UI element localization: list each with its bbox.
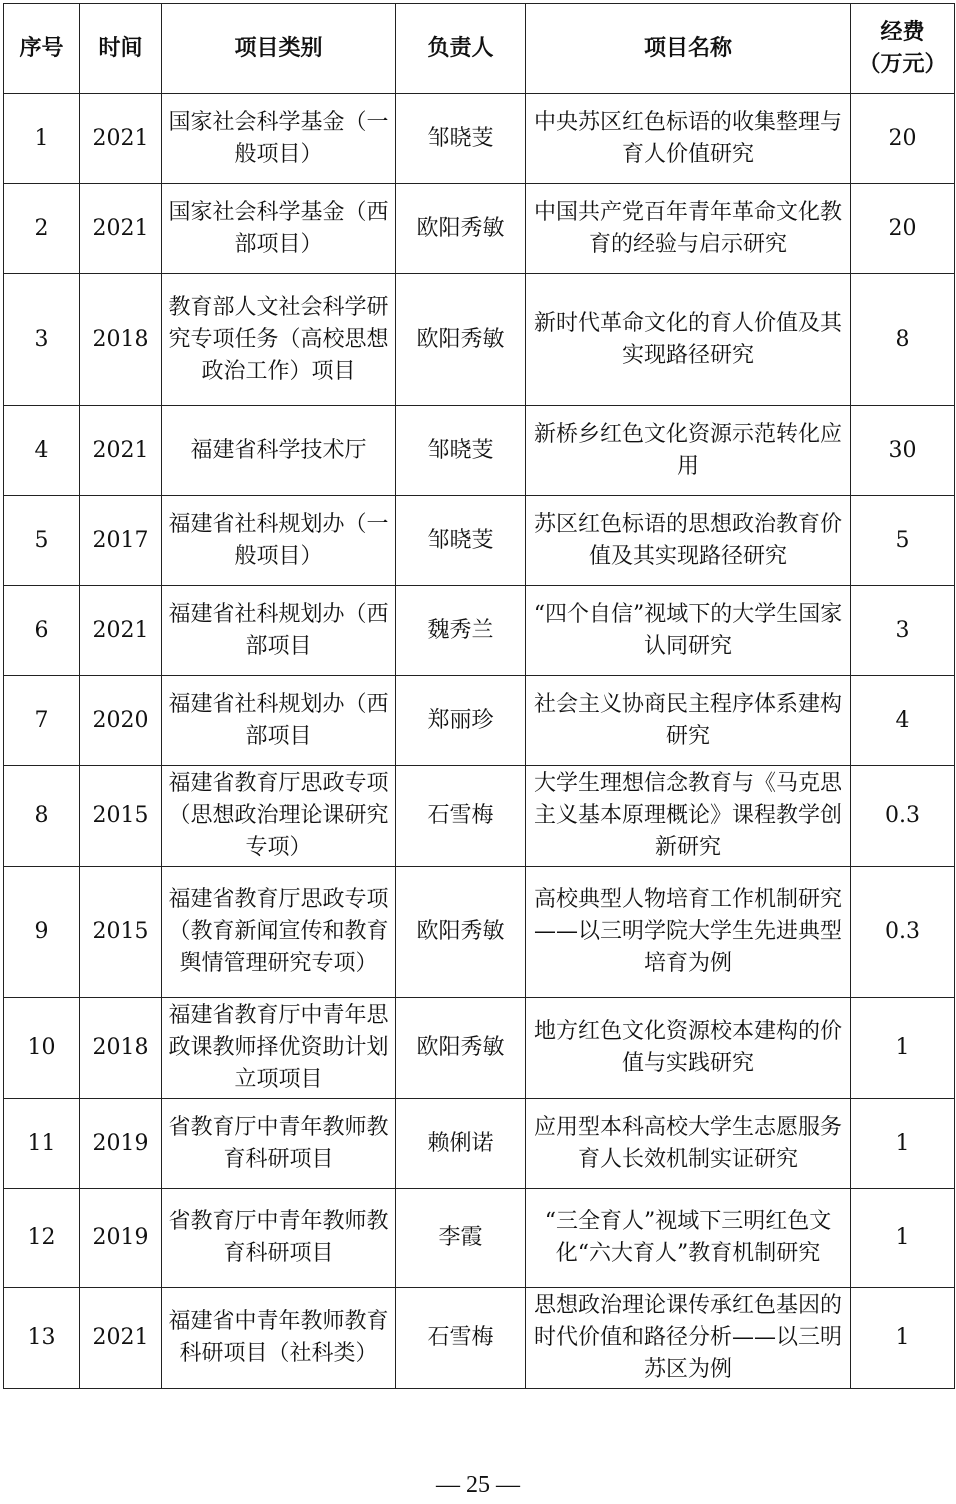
- table-row: [4, 1099, 955, 1189]
- table-row: [4, 496, 955, 586]
- cell-category: 福建省中青年教师教育科研项目（社科类）: [162, 1288, 396, 1389]
- cell-funding: 1: [851, 1288, 955, 1389]
- cell-index: 7: [4, 676, 80, 766]
- cell-category: 福建省社科规划办（西部项目: [162, 586, 396, 676]
- cell-index: 8: [4, 766, 80, 867]
- cell-category: 国家社会科学基金（一般项目）: [162, 94, 396, 184]
- cell-year: 2017: [80, 496, 162, 586]
- cell-funding: 0.3: [851, 766, 955, 867]
- cell-year: 2018: [80, 274, 162, 406]
- cell-funding: 5: [851, 496, 955, 586]
- header-name: 项目名称: [526, 4, 851, 94]
- cell-leader: 欧阳秀敏: [396, 184, 526, 274]
- table-row: [4, 406, 955, 496]
- cell-year: 2020: [80, 676, 162, 766]
- cell-leader: 欧阳秀敏: [396, 867, 526, 998]
- cell-funding: 20: [851, 94, 955, 184]
- table-header-row: [4, 4, 955, 94]
- table-row: [4, 94, 955, 184]
- cell-index: 4: [4, 406, 80, 496]
- table-row: [4, 274, 955, 406]
- table-row: [4, 766, 955, 867]
- cell-leader: 欧阳秀敏: [396, 998, 526, 1099]
- cell-leader: 魏秀兰: [396, 586, 526, 676]
- cell-index: 13: [4, 1288, 80, 1389]
- header-funding: [851, 4, 955, 94]
- cell-funding: 3: [851, 586, 955, 676]
- cell-year: 2019: [80, 1099, 162, 1189]
- cell-index: 5: [4, 496, 80, 586]
- cell-category: 福建省教育厅思政专项（思想政治理论课研究专项）: [162, 766, 396, 867]
- cell-funding: 30: [851, 406, 955, 496]
- cell-index: 11: [4, 1099, 80, 1189]
- cell-leader: 石雪梅: [396, 766, 526, 867]
- cell-year: 2021: [80, 94, 162, 184]
- cell-leader: 邹晓芰: [396, 94, 526, 184]
- cell-name: 应用型本科高校大学生志愿服务育人长效机制实证研究: [526, 1099, 851, 1189]
- header-funding-unit: （万元）: [858, 51, 947, 77]
- page-number: — 25 —: [436, 1472, 520, 1498]
- cell-name: 社会主义协商民主程序体系建构研究: [526, 676, 851, 766]
- header-year: 时间: [80, 4, 162, 94]
- table-row: [4, 867, 955, 998]
- table-row: [4, 676, 955, 766]
- cell-funding: 0.3: [851, 867, 955, 998]
- cell-funding: 20: [851, 184, 955, 274]
- cell-category: 国家社会科学基金（西部项目）: [162, 184, 396, 274]
- cell-year: 2018: [80, 998, 162, 1099]
- cell-index: 12: [4, 1189, 80, 1288]
- table-row: [4, 184, 955, 274]
- cell-name: 大学生理想信念教育与《马克思主义基本原理概论》课程教学创新研究: [526, 766, 851, 867]
- table-row: [4, 1288, 955, 1389]
- cell-name: 苏区红色标语的思想政治教育价值及其实现路径研究: [526, 496, 851, 586]
- cell-year: 2015: [80, 867, 162, 998]
- cell-leader: 邹晓芰: [396, 496, 526, 586]
- cell-year: 2019: [80, 1189, 162, 1288]
- header-leader: 负责人: [396, 4, 526, 94]
- header-index: 序号: [4, 4, 80, 94]
- cell-name: “三全育人”视域下三明红色文化“六大育人”教育机制研究: [526, 1189, 851, 1288]
- cell-index: 3: [4, 274, 80, 406]
- cell-funding: 1: [851, 1099, 955, 1189]
- table-row: [4, 586, 955, 676]
- header-category: 项目类别: [162, 4, 396, 94]
- cell-name: 高校典型人物培育工作机制研究——以三明学院大学生先进典型培育为例: [526, 867, 851, 998]
- header-funding-label: 经费: [880, 19, 925, 45]
- cell-leader: 欧阳秀敏: [396, 274, 526, 406]
- cell-category: 福建省教育厅中青年思政课教师择优资助计划立项项目: [162, 998, 396, 1099]
- table-row: [4, 998, 955, 1099]
- cell-category: 福建省社科规划办（西部项目: [162, 676, 396, 766]
- projects-table: [3, 3, 955, 1389]
- cell-index: 6: [4, 586, 80, 676]
- cell-name: 新桥乡红色文化资源示范转化应用: [526, 406, 851, 496]
- cell-index: 10: [4, 998, 80, 1099]
- cell-year: 2021: [80, 184, 162, 274]
- cell-leader: 郑丽珍: [396, 676, 526, 766]
- cell-index: 2: [4, 184, 80, 274]
- cell-funding: 4: [851, 676, 955, 766]
- cell-category: 省教育厅中青年教师教育科研项目: [162, 1099, 396, 1189]
- cell-name: 地方红色文化资源校本建构的价值与实践研究: [526, 998, 851, 1099]
- cell-leader: 邹晓芰: [396, 406, 526, 496]
- cell-leader: 石雪梅: [396, 1288, 526, 1389]
- cell-name: 中国共产党百年青年革命文化教育的经验与启示研究: [526, 184, 851, 274]
- cell-funding: 1: [851, 998, 955, 1099]
- cell-index: 1: [4, 94, 80, 184]
- cell-leader: 李霞: [396, 1189, 526, 1288]
- cell-category: 福建省教育厅思政专项（教育新闻宣传和教育舆情管理研究专项）: [162, 867, 396, 998]
- cell-category: 省教育厅中青年教师教育科研项目: [162, 1189, 396, 1288]
- cell-funding: 1: [851, 1189, 955, 1288]
- cell-leader: 赖俐诺: [396, 1099, 526, 1189]
- cell-funding: 8: [851, 274, 955, 406]
- cell-name: 中央苏区红色标语的收集整理与育人价值研究: [526, 94, 851, 184]
- table-row: [4, 1189, 955, 1288]
- cell-name: 新时代革命文化的育人价值及其实现路径研究: [526, 274, 851, 406]
- cell-index: 9: [4, 867, 80, 998]
- cell-year: 2021: [80, 1288, 162, 1389]
- table-body: [4, 94, 955, 1389]
- cell-year: 2015: [80, 766, 162, 867]
- cell-name: “四个自信”视域下的大学生国家认同研究: [526, 586, 851, 676]
- cell-year: 2021: [80, 406, 162, 496]
- cell-category: 福建省社科规划办（一般项目）: [162, 496, 396, 586]
- cell-year: 2021: [80, 586, 162, 676]
- cell-name: 思想政治理论课传承红色基因的时代价值和路径分析——以三明苏区为例: [526, 1288, 851, 1389]
- cell-category: 教育部人文社会科学研究专项任务（高校思想政治工作）项目: [162, 274, 396, 406]
- cell-category: 福建省科学技术厅: [162, 406, 396, 496]
